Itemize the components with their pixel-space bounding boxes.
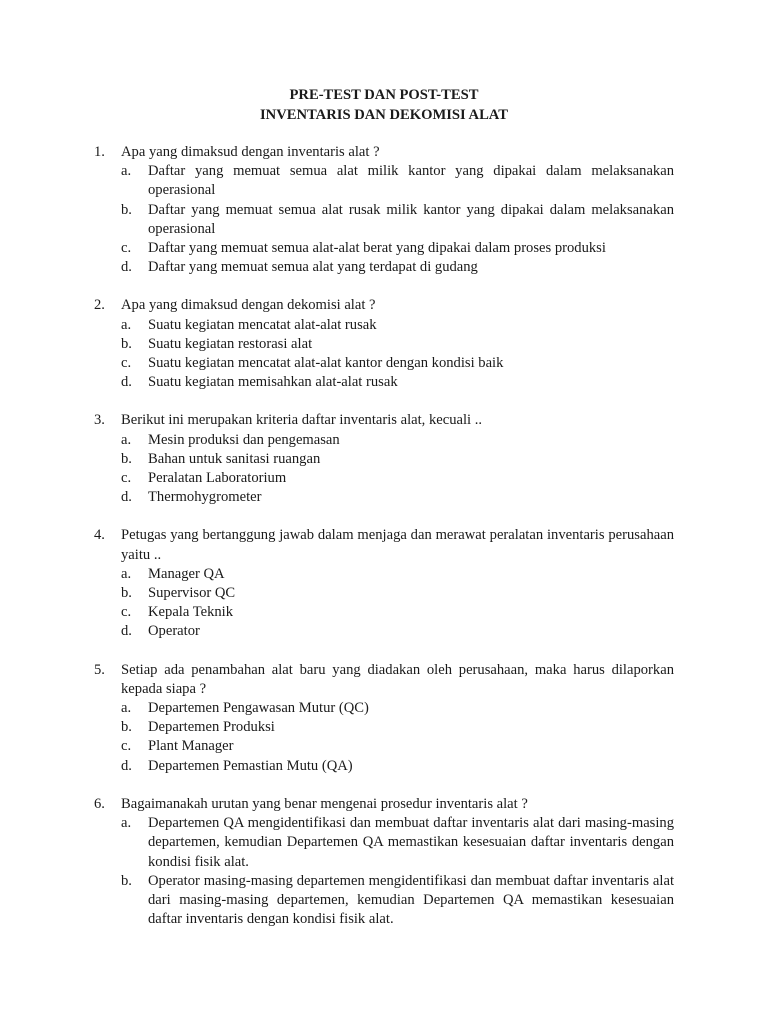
option-letter: b. [121, 201, 132, 218]
question-text: Setiap ada penambahan alat baru yang diadakan oleh perusahaan, maka harus dilaporkan kepada siapa ? [121, 661, 674, 697]
option-letter: c. [121, 240, 132, 257]
document-title: PRE-TEST DAN POST-TEST [289, 87, 479, 103]
option-text: Daftar yang memuat semua alat rusak milik kantor yang dipakai dalam melaksanakan operasional [148, 201, 674, 237]
answer-option [121, 757, 674, 776]
option-letter: a. [121, 815, 132, 832]
question-number: 5. [94, 661, 105, 678]
answer-option [121, 201, 674, 239]
question-text: Berikut ini merupakan kriteria daftar inventaris alat, kecuali .. [121, 412, 483, 429]
option-text: Operator [148, 623, 200, 640]
question-item [94, 526, 674, 641]
document-header [94, 86, 674, 125]
answer-options [94, 162, 674, 277]
answer-option [121, 699, 674, 718]
question-item [94, 296, 674, 392]
answer-options [94, 316, 674, 393]
option-letter: d. [121, 374, 132, 391]
option-letter: a. [121, 316, 132, 333]
question-row [94, 411, 674, 430]
option-text: Supervisor QC [148, 585, 236, 602]
option-text: Operator masing-masing departemen mengidentifikasi dan membuat daftar inventaris alat dari masing-masing departemen, kemudian Departemen QA memastikan kesesuaian daftar inventaris dengan kondisi fisik alat. [148, 872, 674, 928]
option-letter: b. [121, 335, 132, 352]
option-text: Suatu kegiatan memisahkan alat-alat rusak [148, 374, 398, 391]
question-row [94, 661, 674, 699]
answer-option [121, 814, 674, 872]
question-number: 1. [94, 144, 105, 160]
question-item [94, 661, 674, 776]
answer-option [121, 450, 674, 469]
option-text: Kepala Teknik [148, 604, 234, 621]
option-letter: d. [121, 489, 132, 506]
option-text: Suatu kegiatan mencatat alat-alat rusak [148, 316, 377, 333]
question-list [94, 143, 674, 929]
question-number: 2. [94, 297, 105, 314]
option-text: Suatu kegiatan mencatat alat-alat kantor dengan kondisi baik [148, 355, 504, 372]
option-letter: d. [121, 757, 132, 774]
answer-option [121, 258, 674, 277]
answer-options [94, 431, 674, 508]
option-letter: d. [121, 623, 132, 640]
option-text: Daftar yang memuat semua alat-alat berat yang dipakai dalam proses produksi [148, 240, 606, 257]
option-text: Manager QA [148, 565, 225, 582]
option-letter: b. [121, 719, 132, 736]
option-letter: b. [121, 450, 132, 467]
option-letter: b. [121, 872, 132, 889]
question-row [94, 296, 674, 315]
option-letter: a. [121, 700, 132, 717]
answer-options [94, 565, 674, 642]
option-text: Daftar yang memuat semua alat milik kantor yang dipakai dalam melaksanakan operasional [148, 163, 674, 199]
answer-option [121, 622, 674, 641]
question-item [94, 143, 674, 277]
option-letter: c. [121, 738, 132, 755]
answer-option [121, 584, 674, 603]
answer-options [94, 814, 674, 929]
document-subtitle: INVENTARIS DAN DEKOMISI ALAT [260, 106, 508, 123]
answer-option [121, 603, 674, 622]
option-letter: c. [121, 470, 132, 487]
option-letter: c. [121, 604, 132, 621]
answer-option [121, 565, 674, 584]
option-text: Departemen Pengawasan Mutur (QC) [148, 700, 369, 717]
option-text: Thermohygrometer [148, 489, 262, 506]
option-letter: a. [121, 163, 132, 180]
answer-options [94, 699, 674, 776]
option-text: Suatu kegiatan restorasi alat [148, 335, 313, 352]
option-text: Departemen Produksi [148, 719, 275, 736]
question-item [94, 795, 674, 929]
answer-option [121, 469, 674, 488]
question-text: Petugas yang bertanggung jawab dalam menjaga dan merawat peralatan inventaris perusahaan yaitu .. [121, 527, 674, 563]
question-row [94, 143, 674, 162]
question-text: Apa yang dimaksud dengan dekomisi alat ? [121, 297, 376, 314]
option-letter: c. [121, 355, 132, 372]
question-item [94, 411, 674, 507]
answer-option [121, 872, 674, 930]
answer-option [121, 718, 674, 737]
answer-option [121, 162, 674, 200]
option-text: Plant Manager [148, 738, 234, 755]
answer-option [121, 335, 674, 354]
option-text: Daftar yang memuat semua alat yang terdapat di gudang [148, 259, 478, 276]
question-row [94, 526, 674, 564]
answer-option [121, 373, 674, 392]
option-letter: d. [121, 259, 132, 276]
option-letter: a. [121, 431, 132, 448]
question-text: Apa yang dimaksud dengan inventaris alat ? [121, 144, 380, 160]
answer-option [121, 316, 674, 335]
option-text: Departemen QA mengidentifikasi dan membuat daftar inventaris alat dari masing-masing departemen, kemudian Departemen QA memastikan kesesuaian daftar inventaris dengan kondisi fisik alat. [148, 815, 674, 870]
answer-option [121, 488, 674, 507]
question-number: 6. [94, 795, 105, 812]
answer-option [121, 431, 674, 450]
question-text: Bagaimanakah urutan yang benar mengenai prosedur inventaris alat ? [121, 795, 528, 812]
question-row [94, 795, 674, 814]
answer-option [121, 354, 674, 373]
option-text: Mesin produksi dan pengemasan [148, 431, 340, 448]
question-number: 3. [94, 412, 105, 429]
option-text: Bahan untuk sanitasi ruangan [148, 450, 321, 467]
question-number: 4. [94, 527, 105, 544]
option-text: Departemen Pemastian Mutu (QA) [148, 757, 353, 774]
answer-option [121, 737, 674, 756]
answer-option [121, 239, 674, 258]
option-text: Peralatan Laboratorium [148, 470, 287, 487]
option-letter: a. [121, 565, 132, 582]
option-letter: b. [121, 585, 132, 602]
